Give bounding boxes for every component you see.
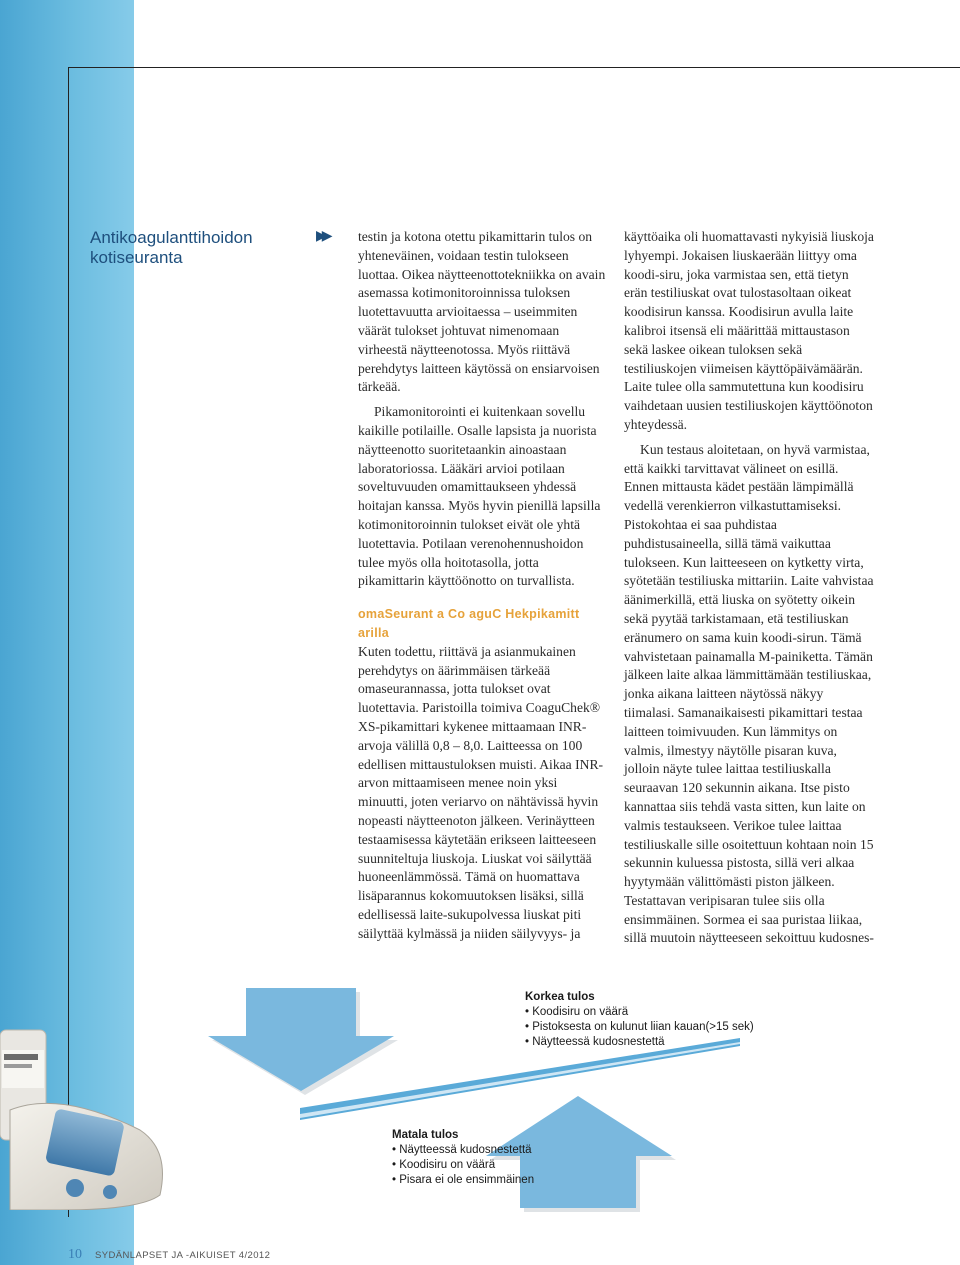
list-item: • Pistoksesta on kulunut liian kauan(>15 sek) [525,1021,754,1033]
paragraph: Kuten todettu, riittävä ja asianmukainen perehdytys on äärimmäisen tärkeää omaseurannassa, jotta tulokset ovat luotettavia. Paristoilla toimiva CoaguChek® XS-pikamittari kykenee mittaamaan INR-arvoja välillä 0,8 – 8,0. Laitteessa on 100 edellisen mittaustuloksen muisti. Aikaa INR-arvon mittaamiseen menee noin yksi minuutti, joten veriarvo on nähtävissä hyvin nopeasti näytteenoton jälkeen. Verinäytteen testaamisessa käytetään erikseen laitteeseen suunniteltuja liuskoja. Liuskat voi säilyttää huoneenlämmössä. Tämä on huomattava lisäparannus kokomuutoksen lisäksi, sillä edellisessä laite-sukupolvessa liuskat piti säilyttää kylmässä ja niiden säilyvyys- ja [358,643,604,941]
paragraph: Kun testaus aloitetaan, on hyvä varmistaa, että kaikki tarvittavat välineet on esillä. Ennen mittausta kädet pestään lämpimällä vedellä verenkierron vilkastuttamiseksi. Pistokohtaa ei saa puhdistaa puhdistusaineella, sillä tämä vaikuttaa tulokseen. Kun laitteeseen on kytketty virta, syötetään testiliuska mittariin. Laite vahvistaa äänimerkillä, että liuska on syötetty oikein sekä pyytää tarkistamaan, etä testiliuskan eränumero on sama kuin koodi-sirun. Tämä vahvistetaan painamalla M-painiketta. Tämän jälkeen laite alkaa lämmittämään testiliuskaa, jonka aikana laitteen näytössä näkyy tiimalasi. Samanaikaisesti pikamittari testaa laitteen toimivuuden. Kun lämmitys on valmis, ilmestyy näytölle pisaran kuva, jolloin näyte tulee laittaa testiliuskalla seuraavan 120 sekunnin aikana. Itse pisto kannattaa siis tehdä vasta sitten, kun laite on valmis testaukseen. Verikoe tulee laittaa testiliuskalle sille osoitettuun kohtaan noin 15 sekunnin kuluessa pistosta, sillä veri alkaa hyytymään välittömästi piston jälkeen. Testattavan veripisaran tulee siis olla ensimmäinen. Sormea ei saa puristaa liikaa, sillä muutoin näytteeseen sekoittuu kudosnes- [624,441,874,946]
frame-top-rule [68,67,960,68]
list-item: • Koodisiru on väärä [392,1159,496,1171]
publication-name: SYDÄNLAPSET JA -AIKUISET 4/2012 [95,1250,271,1261]
list-item: • Näytteessä kudosnestettä [525,1036,665,1048]
paragraph: käyttöaika oli huomattavasti nykyisiä liuskoja lyhyempi. Jokaisen liuskaerään liittyy oma koodi-siru, joka varmistaa sen, että tietyn erän testiliuskat ovat tulostasoltaan oikeat koodisirun kanssa. Koodisirun avulla laite kalibroi itsensä eli määrittää mittaustason sekä laskee oikean tuloksen sekä testiliuskojen viimeisen käyttöpäivämäärän. Laite tulee olla sammutettuna kun koodisiru vaihdetaan uusien testiliuskojen käyttöönoton yhteydessä. [624,229,874,432]
high-result-box [525,990,825,1050]
subheading: omaSeurant a Co aguC Hekpikamitt arilla [358,607,580,640]
down-arrow-icon [208,988,398,1095]
paragraph: Pikamonitorointi ei kuitenkaan sovellu kaikille potilaille. Osalle lapsista ja nuorista näytteenotto suoritetaankin ainoastaan laboratoriossa. Lääkäri arvioi potilaan soveltuvuuden omamittaukseen yhdessä hoitajan kanssa. Myös hyvin pienillä lapsilla kotimonitoroinnin tulokset eivät ole yhtä luotettavia. Potilaan verenohennushoidon tulee myös olla hoitotasolla, jotta pikamittarin käyttöönotto on turvallista. [358,404,601,589]
page-number: 10 [68,1247,82,1262]
low-result-title: Matala tulos [392,1129,459,1141]
list-item: • Koodisiru on väärä [525,1006,629,1018]
text-column-1 [358,228,608,943]
double-arrow-icon: ▶▶ [316,228,328,244]
section-title: Antikoagulanttihoidon kotiseuranta [90,228,253,267]
text-column-2 [624,228,874,948]
low-result-box [392,1128,692,1188]
page-footer [68,1247,270,1263]
paragraph: testin ja kotona otettu pikamittarin tulos on yhteneväinen, voidaan testin tulokseen luottaa. Oikea näytteenottotekniikka on avain asemassa kotimonitoroinnissa tuloksen luotettavuutta arvioitaessa – useimmiten väärät tulokset johtuvat nimenomaan virheestä näytteenotossa. Myös riittävä perehdytys laitteen käytössä on ensiarvoisen tärkeää. [358,229,606,395]
list-item: • Pisara ei ole ensimmäinen [392,1174,535,1186]
high-result-title: Korkea tulos [525,991,595,1003]
list-item: • Näytteessä kudosnestettä [392,1144,532,1156]
